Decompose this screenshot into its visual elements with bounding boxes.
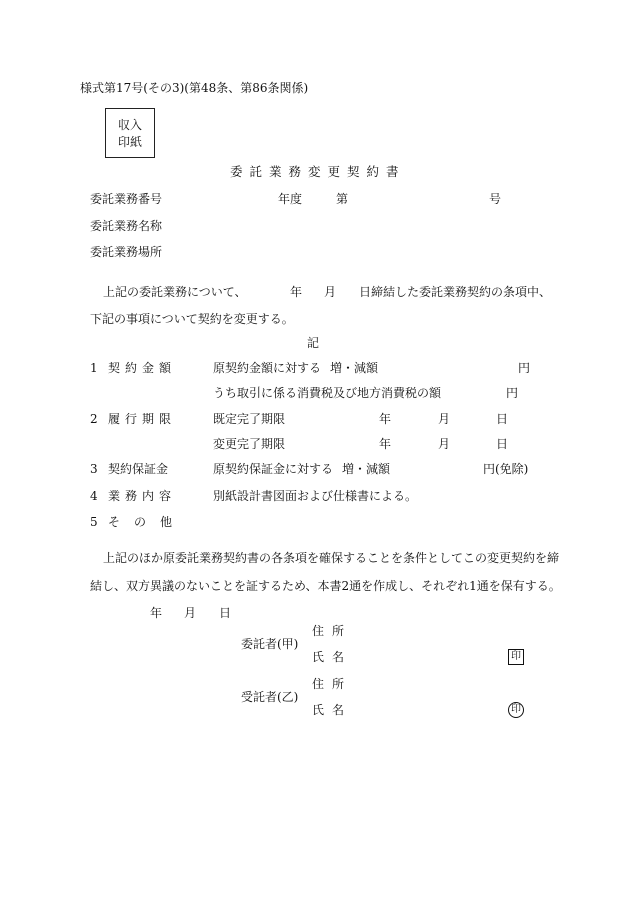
item-1-text: 原契約金額に対する [213, 361, 322, 375]
item-2-day: 日 [496, 412, 509, 426]
consignor-label: 委託者(甲) [241, 637, 299, 651]
consignee-address-label: 住所 [312, 677, 353, 691]
stamp-line-1: 収入 [117, 118, 142, 132]
item-2-label: 履行期限 [108, 412, 177, 426]
item-2b-text: 変更完了期限 [213, 437, 286, 451]
item-3-label: 契約保証金 [108, 462, 169, 476]
item-1b-text: うち取引に係る消費税及び地方消費税の額 [213, 386, 442, 400]
item-2-month: 月 [438, 412, 451, 426]
go-label: 号 [489, 192, 502, 206]
intro-text-2: 下記の事項について契約を変更する。 [90, 312, 294, 326]
intro-text-b: 日締結した委託業務契約の条項中、 [359, 285, 552, 299]
business-name-label: 委託業務名称 [90, 219, 163, 233]
date-month: 月 [184, 606, 197, 620]
item-2-year: 年 [379, 412, 392, 426]
item-2b-day: 日 [496, 437, 509, 451]
date-year: 年 [150, 606, 163, 620]
intro-year: 年 [290, 285, 303, 299]
closing-line-1: 上記のほか原委託業務契約書の各条項を確保することを条件としてこの変更契約を締 [103, 551, 560, 565]
item-2-text: 既定完了期限 [213, 412, 286, 426]
revenue-stamp-box [105, 108, 155, 158]
consignor-name-label: 氏名 [312, 650, 353, 664]
item-1-label: 契約金額 [108, 361, 177, 375]
item-1-change: 増・減額 [330, 361, 379, 375]
ki-label: 記 [307, 336, 320, 350]
closing-line-2: 結し、双方異議のないことを証するため、本書2通を作成し、それぞれ1通を保有する。 [90, 579, 561, 593]
form-label: 様式第17号(その3)(第48条、第86条関係) [80, 81, 309, 95]
item-2b-month: 月 [438, 437, 451, 451]
date-day: 日 [219, 606, 232, 620]
consignee-label: 受託者(乙) [241, 690, 299, 704]
item-4-label: 業務内容 [108, 489, 177, 503]
item-3-yen: 円(免除) [483, 462, 529, 476]
document-title: 委託業務変更契約書 [230, 164, 406, 179]
consignor-address-label: 住所 [312, 624, 353, 638]
intro-text-a: 上記の委託業務について、 [103, 285, 247, 299]
item-5-label: その他 [108, 515, 187, 529]
dai-label: 第 [336, 192, 349, 206]
item-4-text: 別紙設計書図面および仕様書による。 [213, 489, 418, 503]
business-number-label: 委託業務番号 [90, 192, 163, 206]
item-3-change: 増・減額 [342, 462, 391, 476]
item-1b-yen: 円 [506, 386, 519, 400]
item-3-number: 3 [90, 462, 98, 476]
item-1-yen: 円 [518, 361, 531, 375]
stamp-line-2: 印紙 [117, 135, 142, 149]
square-seal-icon: 印 [508, 649, 524, 665]
fiscal-year-label: 年度 [278, 192, 303, 206]
item-5-number: 5 [90, 515, 98, 529]
item-4-number: 4 [90, 489, 98, 503]
item-2b-year: 年 [379, 437, 392, 451]
item-1-number: 1 [90, 361, 98, 375]
intro-month: 月 [324, 285, 337, 299]
consignee-name-label: 氏名 [312, 703, 353, 717]
circle-seal-icon: 印 [508, 702, 524, 718]
business-place-label: 委託業務場所 [90, 245, 163, 259]
item-3-text: 原契約保証金に対する [213, 462, 334, 476]
item-2-number: 2 [90, 412, 98, 426]
